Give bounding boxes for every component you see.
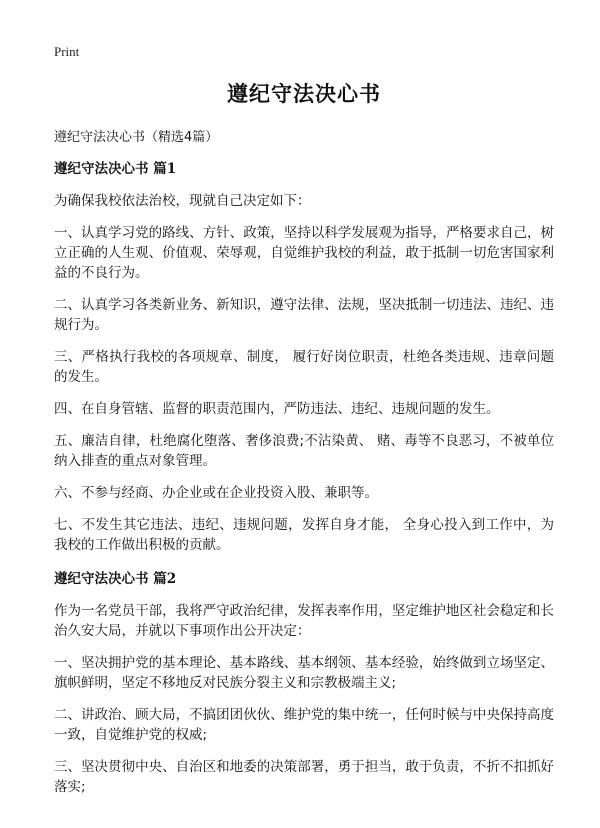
section-heading-1: 遵纪守法决心书 篇1 bbox=[54, 161, 177, 177]
paragraph: 五、廉洁自律，杜绝腐化堕落、奢侈浪费;不沾染黄、 赌、毒等不良恶习，不被单位纳入排查的重点对象管理。 bbox=[54, 433, 554, 469]
paragraph: 七、不发生其它违法、违纪、违规问题，发挥自身才能， 全身心投入到工作中，为我校的工作做出积极的贡献。 bbox=[54, 517, 554, 553]
paragraph: 一、坚决拥护党的基本理论、基本路线、基本纲领、基本经验，始终做到立场坚定、旗帜鲜明，坚定不移地反对民族分裂主义和宗教极端主义; bbox=[54, 655, 554, 691]
print-label[interactable]: Print bbox=[54, 44, 80, 59]
paragraph: 一、认真学习党的路线、方针、政策，坚持以科学发展观为指导，严格要求自己，树立正确的人生观、价值观、荣辱观，自觉维护我校的利益，敢于抵制一切危害国家利益的不良行为。 bbox=[54, 225, 554, 281]
paragraph: 二、讲政治、顾大局，不搞团团伙伙、维护党的集中统一，任何时候与中央保持高度一致，自觉维护党的权威; bbox=[54, 707, 554, 743]
document-title: 遵纪守法决心书 bbox=[227, 82, 381, 106]
paragraph: 三、严格执行我校的各项规章、制度， 履行好岗位职责，杜绝各类违规、违章问题的发生。 bbox=[54, 349, 554, 385]
paragraph: 作为一名党员干部，我将严守政治纪律，发挥表率作用，坚定维护地区社会稳定和长治久安大局，并就以下事项作出公开决定： bbox=[54, 603, 554, 639]
section-heading-2: 遵纪守法决心书 篇2 bbox=[54, 571, 177, 587]
paragraph: 为确保我校依法治校，现就自己决定如下： bbox=[54, 193, 311, 209]
paragraph: 二、认真学习各类新业务、新知识，遵守法律、法规，坚决抵制一切违法、违纪、违规行为。 bbox=[54, 297, 554, 333]
paragraph: 四、在自身管辖、监督的职责范围内，严防违法、违纪、违规问题的发生。 bbox=[54, 401, 500, 417]
paragraph: 三、坚决贯彻中央、自治区和地委的决策部署，勇于担当，敢于负责，不折不扣抓好落实; bbox=[54, 759, 554, 795]
paragraph: 六、不参与经商、办企业或在企业投资入股、兼职等。 bbox=[54, 485, 378, 501]
document-subtitle: 遵纪守法决心书（精选4篇） bbox=[54, 130, 219, 145]
